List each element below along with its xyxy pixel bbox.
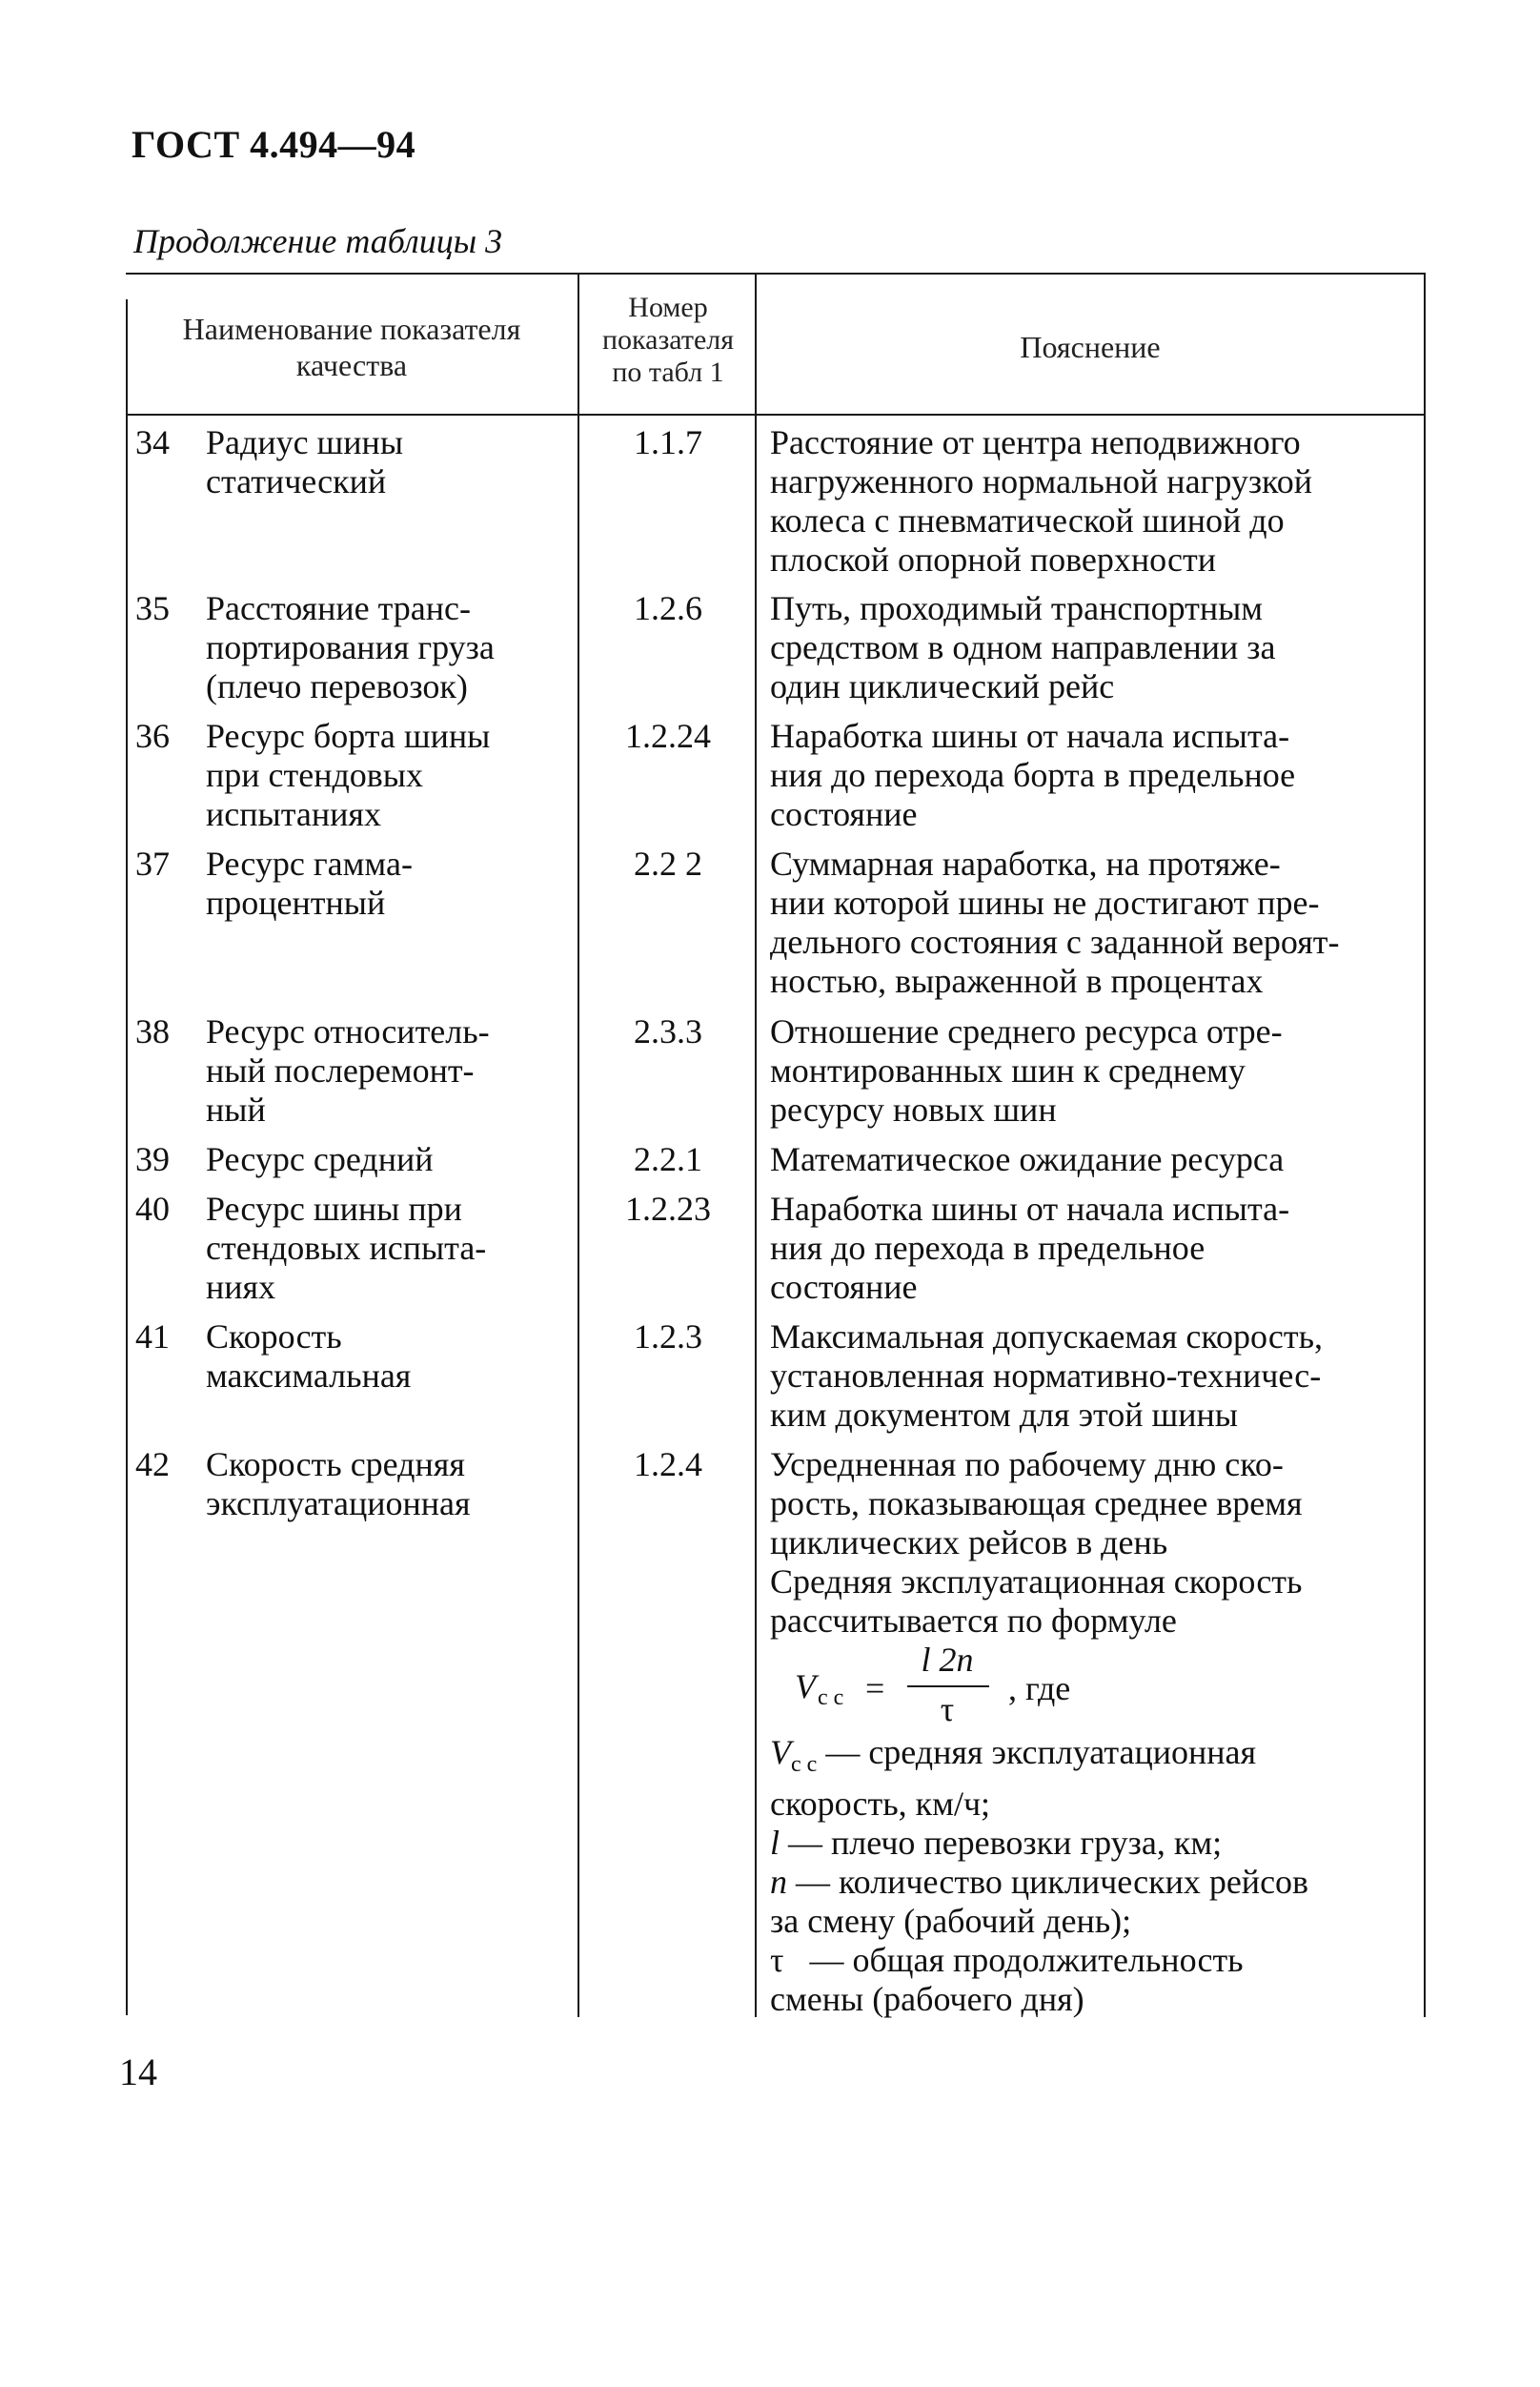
indicator-explanation [770,589,1418,706]
name-line: ный [206,1091,266,1129]
formula-numerator: l 2n [921,1641,974,1679]
variable-symbol: n [770,1863,787,1901]
explanation-line: циклических рейсов в день [770,1523,1168,1561]
variable-line [770,1824,1418,1863]
explanation-line: Путь, проходимый транспортным [770,589,1264,627]
formula-denominator: τ [940,1690,955,1728]
variable-text: — средняя эксплуатационная [817,1733,1257,1771]
indicator-explanation [770,1012,1418,1130]
indicator-code: 1.2.23 [625,1190,711,1228]
indicator-code: 1.2.24 [625,717,711,755]
column-header-explanation: Пояснение [1020,330,1161,364]
explanation-line: ресурсу новых шин [770,1091,1057,1129]
variable-symbol: V [770,1733,791,1771]
indicator-name [206,1140,558,1179]
explanation-line: Усредненная по рабочему дню ско- [770,1445,1284,1483]
row-number: 36 [135,717,170,755]
variable-line [770,1733,1418,1785]
indicator-name [206,423,558,501]
name-line: стендовых испыта- [206,1229,487,1267]
indicator-name [206,1317,558,1396]
variable-symbol: l [770,1824,780,1862]
name-line: Скорость [206,1317,342,1356]
row-number: 40 [135,1190,170,1228]
name-line: Расстояние транс- [206,589,471,627]
left-rule [126,299,128,2015]
name-line: портирования груза [206,628,495,666]
variable-line [770,1863,1418,1902]
variable-line [770,1980,1418,2019]
explanation-line: ким документом для этой шины [770,1396,1238,1434]
name-line: эксплуатационная [206,1484,471,1522]
variable-symbol: τ [770,1941,784,1979]
indicator-explanation [770,1190,1418,1307]
explanation-line: дельного состояния с заданной вероят- [770,923,1340,961]
name-line: Ресурс борта шины [206,717,491,755]
variable-line [770,1941,1418,1980]
indicator-code: 1.1.7 [634,423,702,461]
variable-text: за смену (рабочий день); [770,1902,1132,1940]
variable-text: — общая продолжительность [783,1941,1244,1979]
explanation-line: ностью, выраженной в процентах [770,962,1264,1000]
explanation-line: Расстояние от центра неподвижного [770,423,1301,461]
explanation-line: ния до перехода в предельное [770,1229,1206,1267]
explanation-line: колеса с пневматической шиной до [770,501,1285,540]
header-bottom-rule [126,414,1426,416]
row-number: 37 [135,845,170,883]
indicator-name [206,1012,558,1130]
name-line: ниях [206,1268,276,1306]
table-caption: Продолжение таблицы 3 [133,222,503,260]
name-line: Ресурс средний [206,1140,434,1178]
name-line: статический [206,462,387,500]
column-header-number-line: показателя [601,324,735,356]
fraction-bar [907,1685,989,1687]
indicator-name [206,589,558,706]
explanation-line: монтированных шин к среднему [770,1051,1246,1090]
formula-equals: = [865,1669,885,1707]
indicator-explanation [770,1317,1418,1435]
indicator-explanation [770,423,1418,580]
variable-text: смены (рабочего дня) [770,1980,1084,2018]
variable-text: — плечо перевозки груза, км; [780,1824,1223,1862]
explanation-line: Суммарная наработка, на протяже- [770,845,1281,883]
explanation-line: Максимальная допускаемая скорость, [770,1317,1324,1356]
indicator-name [206,717,558,834]
explanation-line: средством в одном направлении за [770,628,1276,666]
column-header-number-line: по табл 1 [612,357,724,388]
document-code: ГОСТ 4.494—94 [132,123,416,166]
indicator-explanation [770,1445,1418,1641]
name-line: испытаниях [206,795,381,833]
indicator-code: 1.2.3 [634,1317,702,1356]
explanation-line: Математическое ожидание ресурса [770,1140,1285,1178]
indicator-code: 1.2.6 [634,589,702,627]
name-line: максимальная [206,1357,412,1395]
name-line: (плечо перевозок) [206,667,468,705]
variable-line [770,1785,1418,1824]
explanation-line: Наработка шины от начала испыта- [770,717,1290,755]
row-number: 42 [135,1445,170,1483]
column-header-number [579,292,757,389]
explanation-line: нии которой шины не достигают пре- [770,884,1320,922]
column-header-name: Наименование показателя качества [182,312,521,382]
explanation-line: Отношение среднего ресурса отре- [770,1012,1283,1051]
explanation-line: рость, показывающая среднее время [770,1484,1303,1522]
indicator-name [206,1190,558,1307]
name-line: Ресурс относитель- [206,1012,490,1051]
explanation-line: Средняя эксплуатационная скорость [770,1562,1303,1601]
indicator-explanation [770,717,1418,834]
average-speed-formula [795,1640,1271,1735]
indicator-code: 2.2.1 [634,1140,702,1178]
explanation-line: рассчитывается по формуле [770,1602,1177,1640]
row-number: 41 [135,1317,170,1356]
variable-text: скорость, км/ч; [770,1785,991,1823]
page-number: 14 [119,2050,157,2093]
name-line: Ресурс гамма- [206,845,413,883]
indicator-name [206,1445,558,1523]
name-line: Радиус шины [206,423,403,461]
row-number: 38 [135,1012,170,1051]
row-number: 34 [135,423,170,461]
explanation-line: состояние [770,795,918,833]
indicator-code: 1.2.4 [634,1445,702,1483]
column-header-number-line: Номер [628,292,708,323]
variable-definitions [770,1733,1418,2019]
explanation-line: один циклический рейс [770,667,1115,705]
formula-lhs-subscript: с с [818,1685,844,1710]
explanation-line: плоской опорной поверхности [770,541,1216,579]
formula-suffix: , где [1008,1669,1071,1707]
explanation-line: установленная нормативно-техничес- [770,1357,1322,1395]
explanation-line: нагруженного нормальной нагрузкой [770,462,1312,500]
name-line: процентный [206,884,386,922]
explanation-line: состояние [770,1268,918,1306]
indicator-explanation [770,1140,1418,1179]
variable-subscript: с с [791,1752,818,1777]
name-line: Ресурс шины при [206,1190,462,1228]
explanation-line: ния до перехода борта в предельное [770,756,1296,794]
right-rule [1424,273,1426,2017]
table-top-rule [126,273,1426,275]
name-line: Скорость средняя [206,1445,465,1483]
indicator-name [206,845,558,923]
name-line: ный послеремонт- [206,1051,475,1090]
indicator-code: 2.3.3 [634,1012,702,1051]
variable-text: — количество циклических рейсов [787,1863,1309,1901]
indicator-explanation [770,845,1418,1001]
variable-line [770,1902,1418,1941]
explanation-line: Наработка шины от начала испыта- [770,1190,1290,1228]
row-number: 39 [135,1140,170,1178]
formula-lhs: V [795,1667,816,1705]
indicator-code: 2.2 2 [634,845,702,883]
name-line: при стендовых [206,756,423,794]
row-number: 35 [135,589,170,627]
